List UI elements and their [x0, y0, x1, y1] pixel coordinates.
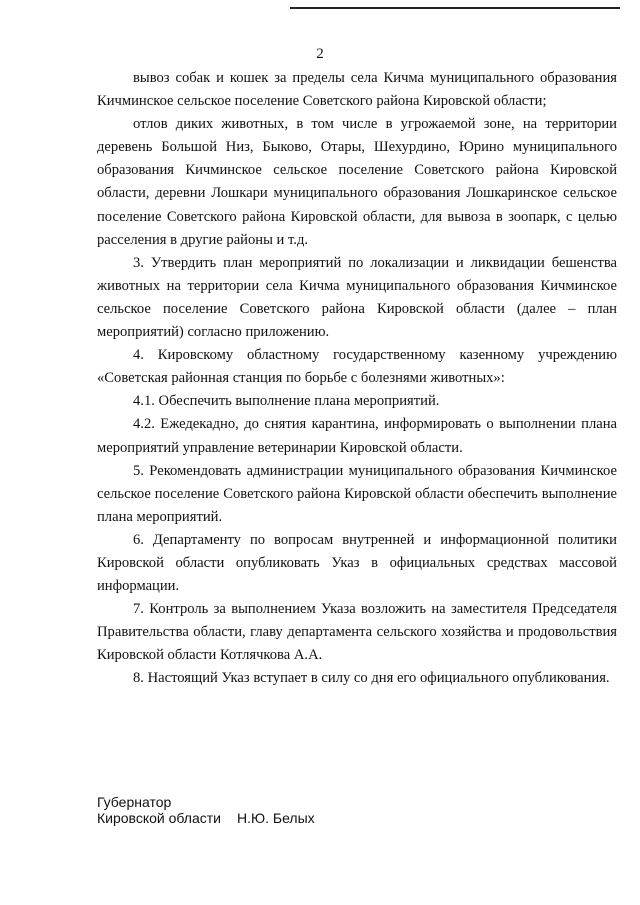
paragraph-wild-animal-capture: отлов диких животных, в том числе в угрожаемой зоне, на территории деревень Большой Низ, Быково, Отары, Шехурдино, Юрино муниципального образования Кичминское сельское поселение Советского района Кировской области, деревни Лошкари муниципального образования Лошкаринское сельское поселение Советского района Кировской области, для вывоза в зоопарк, с целью расселения в другие районы и т.д. — [97, 116, 617, 248]
paragraph-item-5: 5. Рекомендовать администрации муниципального образования Кичминское сельское поселение Советского района Кировской области обеспечить выполнение плана мероприятий. — [97, 462, 617, 525]
top-rule — [290, 7, 620, 9]
paragraph-item-8: 8. Настоящий Указ вступает в силу со дня его официального опубликования. — [133, 670, 610, 687]
paragraph-item-7: 7. Контроль за выполнением Указа возложить на заместителя Председателя Правительства области, главу департамента сельского хозяйства и продовольствия Кировской области Котлячкова А.А. — [97, 601, 617, 664]
signature-title-line2 — [97, 810, 315, 826]
signature-block — [97, 794, 315, 826]
paragraph-item-4: 4. Кировскому областному государственному казенному учреждению «Советская районная станция по борьбе с болезнями животных»: — [97, 347, 617, 387]
paragraph-dog-cat-removal: вывоз собак и кошек за пределы села Кичма муниципального образования Кичминское сельское поселение Советского района Кировской области; — [97, 70, 617, 110]
paragraph-item-6: 6. Департаменту по вопросам внутренней и информационной политики Кировской области опубликовать Указ в официальных средствах массовой информации. — [97, 531, 617, 595]
document-body — [97, 67, 617, 691]
paragraph-item-3: 3. Утвердить план мероприятий по локализации и ликвидации бешенства животных на территории села Кичма муниципального образования Кичминское сельское поселение Советского района Кировской области (далее – план мероприятий) согласно приложению. — [97, 254, 617, 341]
signature-title-region: Кировской области — [97, 810, 221, 826]
paragraph-item-4-1: 4.1. Обеспечить выполнение плана мероприятий. — [133, 393, 440, 410]
paragraph-item-4-2: 4.2. Ежедекадно, до снятия карантина, информировать о выполнении плана мероприятий управление ветеринарии Кировской области. — [97, 416, 617, 456]
signature-name: Н.Ю. Белых — [236, 810, 315, 826]
signature-title-line1: Губернатор — [97, 794, 172, 810]
page-number: 2 — [316, 46, 324, 62]
